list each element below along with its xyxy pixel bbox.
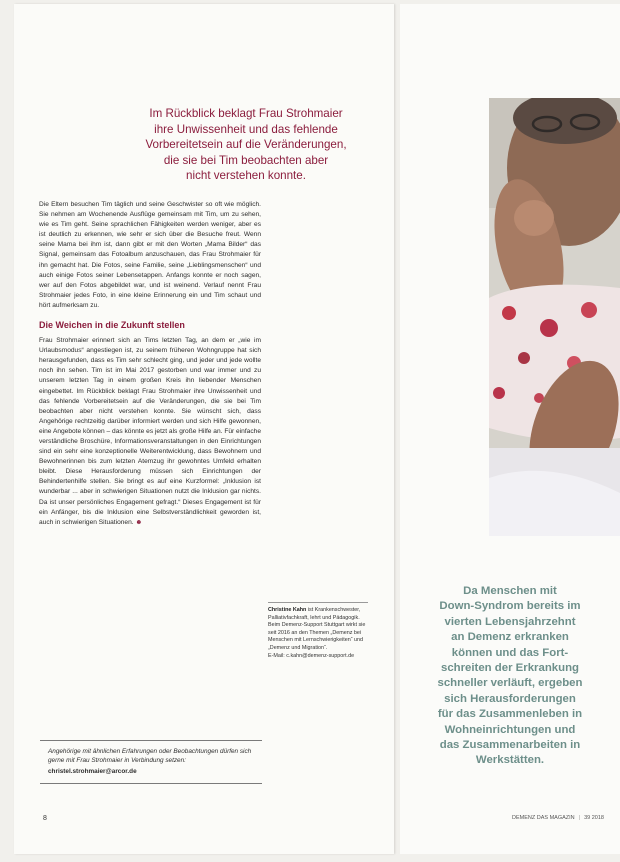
side-quote-line: für das Zusammenleben in (437, 708, 583, 721)
side-quote-line: Down-Syndrom bereits im (439, 600, 581, 613)
side-quote-line: Wohneinrichtungen und (444, 723, 576, 736)
article-body (39, 200, 261, 536)
section-heading: Die Weichen in die Zukunft stellen (39, 320, 185, 331)
magazine-footer (512, 815, 604, 821)
side-quote-line: können und das Fort- (451, 646, 569, 659)
side-quote-line: an Demenz erkranken (451, 631, 569, 644)
portrait-photo (489, 98, 620, 536)
side-quote-line: Werkstätten. (475, 754, 545, 767)
end-mark-icon: ☻ (135, 518, 143, 526)
author-name: Christine Kahn (268, 607, 307, 613)
article-paragraph (39, 336, 261, 528)
contact-text: Angehörige mit ähnlichen Erfahrungen oder Beobachtungen dürfen sich gerne mit Frau Strohmaier in Verbindung setzen: (48, 748, 252, 764)
footer-separator: | (578, 815, 581, 821)
pullquote-line: nicht verstehen konnte. (186, 169, 306, 183)
pullquote-line: Vorbereitetsein auf die Veränderungen, (145, 138, 347, 152)
side-quote-line: schreiten der Erkrankung (440, 662, 579, 675)
article-paragraph-text: Frau Strohmaier erinnert sich an Tims letzten Tag, an dem er „wie im Urlaubsmodus“ angestiegen ist, zu seinem früheren Wohngruppe hat sich herausgefunden, dass es Tim sehr schlecht ging, und jeder und jede wollte noch ihn sehen. Tim ist im Mai 2017 gestorben und war immer und zu unserem letzten Tag in einem großen Kreis ihn liebender Menschen eingebettet. Im Rückblick beklagt Frau Strohmaier ihre Unwissenheit und das fehlende Vorbereitetsein auf die Veränderungen, die sie bei Tim beobachten aber nicht verstehen konnte. Sie wünscht sich, dass Angehörige rechtzeitig darüber informiert werden und sich Hilfe gewonnen, eine Angebote können – das könnte es jetzt als große Hilfe an. Für einfache verständliche Broschüre, Informationsveranstaltungen in den Einrichtungen sind ein sehr eine konzeptionelle Weiterentwicklung, dass Bewohnern und Bewohnerinnen bis zum letzten Atemzug ihr gewohntes Umfeld erhalten bleibt. Diese Herausforderung müssen sich Einrichtungen der Behindertenhilfe stellen. Sie bringt es auf eine Kurzformel: „Inklusion ist wunderbar ... aber in schwierigen Situationen nutzt die Inklusion gar nichts. Da ist unser persönliches Engagement gefragt.“ Dieses Engagement ist für ein Anfänger, bis die Inklusion eine Selbstverständlichkeit geworden ist, auch in schwierigen Situationen. (39, 337, 261, 526)
side-pullquote (405, 584, 615, 769)
side-quote-line: sich Herausforderungen (444, 692, 576, 705)
contact-box (40, 740, 262, 784)
magazine-name: DEMENZ DAS MAGAZIN (512, 815, 575, 821)
side-quote-line: schneller verläuft, ergeben (437, 677, 583, 690)
author-info (268, 602, 368, 660)
pullquote-line: Im Rückblick beklagt Frau Strohmaier (149, 107, 343, 120)
pullquote-line: die sie bei Tim beobachten aber (163, 153, 329, 167)
author-email[interactable]: E-Mail: c.kahn@demenz-support.de (268, 652, 355, 659)
article-paragraph: Die Eltern besuchen Tim täglich und seine Geschwister so oft wie möglich. Sie nehmen am Wochenende Ausflüge gemeinsam mit Tim, um zu sehen, wie es Tim geht. Seine sprachlichen Fähigkeiten werden weniger, aber es ist deutlich zu erkennen, wie sehr er sich über die Besuche freut. Wenn seine Mama bei ihm ist, dann gibt er mit den Worten „Mama Bilder“ das Signal, gemeinsam das Fotoalbum anzuschauen, das Frau Strohmaier für ihn gemacht hat. Die Fotos, seine Familie, seine „Lieblingsmenschen“ und auch einige Fotos seiner Lebensetappen. Anfangs konnte er noch sagen, wer auf den Fotos abgebildet war, und ist weinend. Verlauf nennt Frau Strohmaier jedes Foto, in eine kleine Erinnerung ein und Tim schaut und hört aufmerksam zu. (39, 201, 261, 309)
side-quote-line: Da Menschen mit (463, 585, 557, 597)
author-bio: ist Krankenschwester, Palliativfachkraft, lehrt und Pädagogik. Beim Demenz-Support Stuttgart wirkt sie seit 2016 an den Themen „Demenz bei Menschen mit Lernschwierigkeiten“ und „Demenz und Migration“. (268, 607, 366, 651)
pullquote-line: ihre Unwissenheit und das fehlende (154, 122, 338, 136)
contact-email-link[interactable]: christel.strohmaier@arcor.de (48, 768, 137, 775)
page-number: 8 (43, 815, 47, 822)
side-quote-line: das Zusammenarbeiten in (439, 739, 581, 752)
issue-number: 39 2018 (584, 815, 604, 821)
pullquote (130, 106, 362, 184)
side-quote-line: vierten Lebensjahrzehnt (444, 615, 576, 628)
